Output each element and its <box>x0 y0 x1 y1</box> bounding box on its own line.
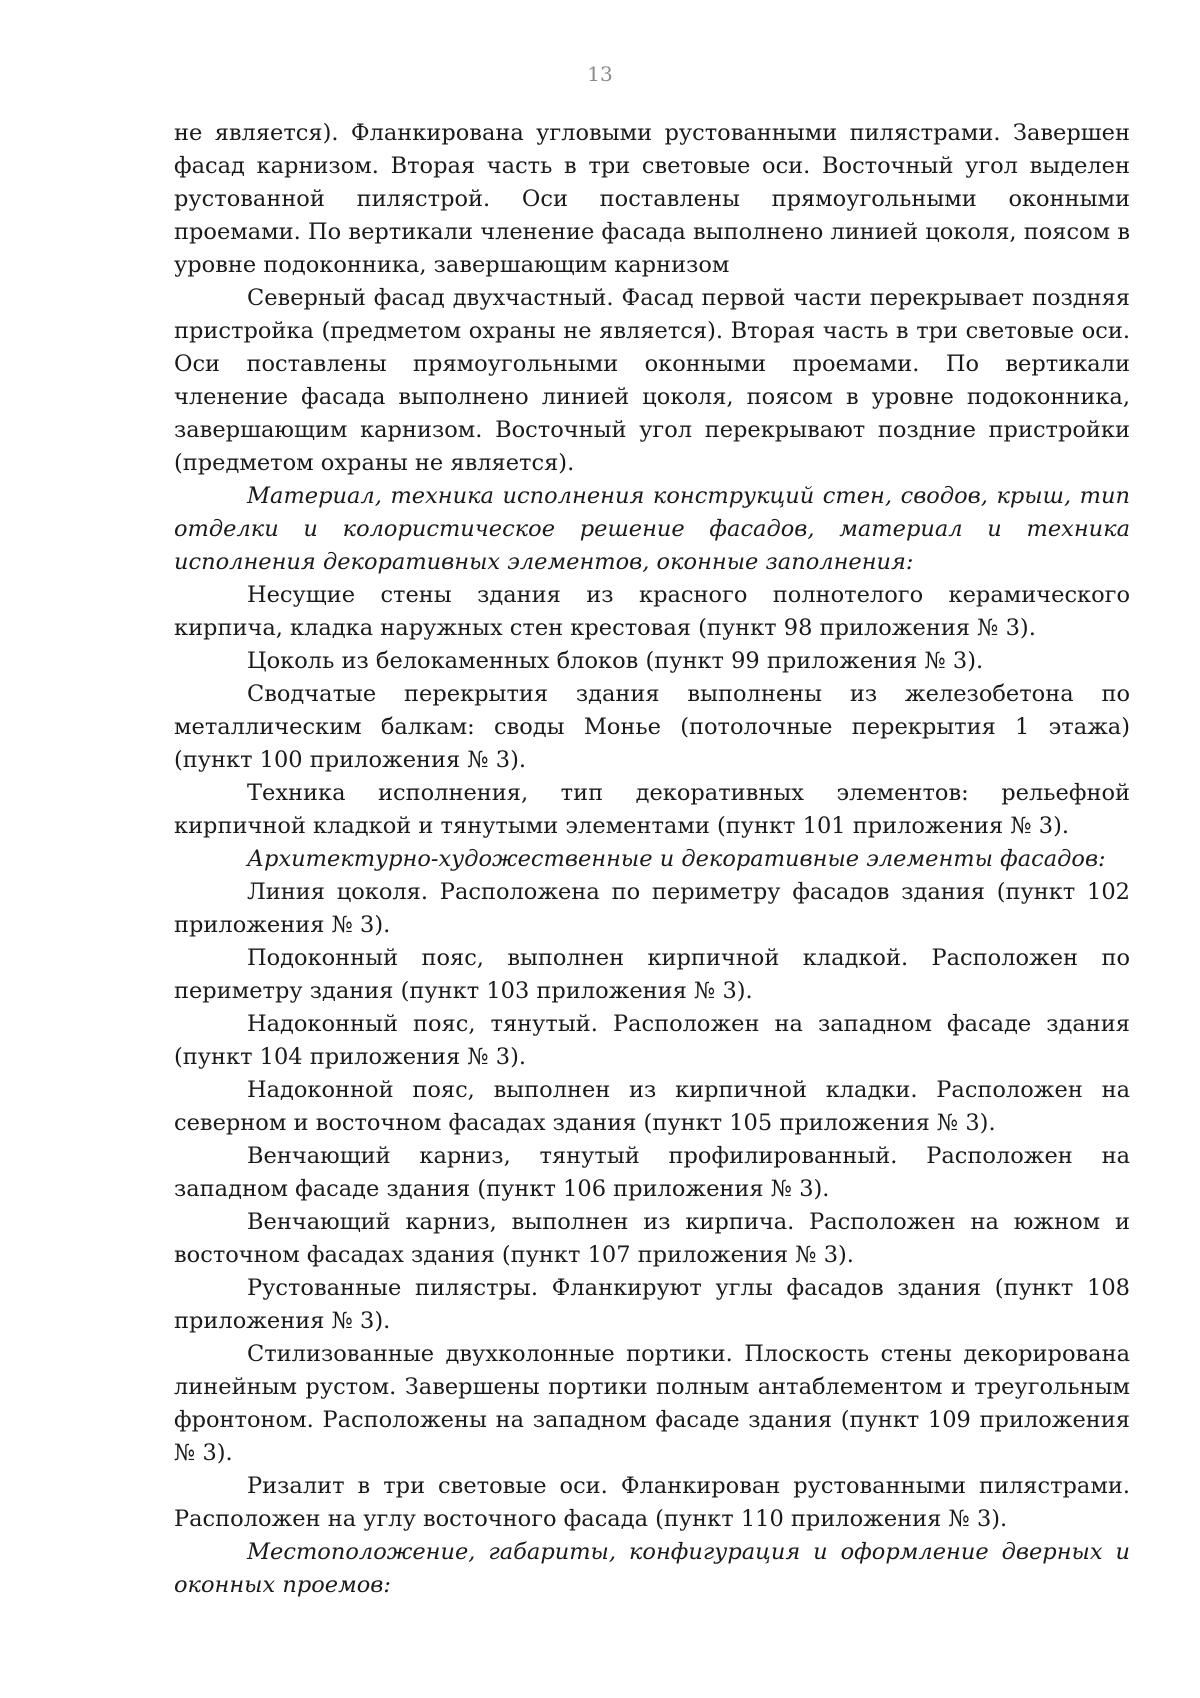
paragraph-risalit: Ризалит в три световые оси. Фланкирован рустованными пилястрами. Расположен на углу восточного фасада (пункт 110 приложения № 3). <box>174 1473 1130 1532</box>
paragraph-decor-technique: Техника исполнения, тип декоративных элементов: рельефной кирпичной кладкой и тянутыми элементами (пункт 101 приложения № 3). <box>174 780 1130 839</box>
paragraph-porticos: Стилизованные двухколонные портики. Плоскость стены декорирована линейным рустом. Завершены портики полным антаблементом и треугольным фронтоном. Расположены на западном фасаде здания (пункт 109 приложения № 3). <box>174 1341 1130 1466</box>
paragraph-over-window-belt-west: Надоконный пояс, тянутый. Расположен на западном фасаде здания (пункт 104 приложения № 3). <box>174 1011 1130 1070</box>
paragraph-cornice-south-east: Венчающий карниз, выполнен из кирпича. Расположен на южном и восточном фасадах здания (пункт 107 приложения № 3). <box>174 1209 1130 1268</box>
document-body <box>174 117 1130 1602</box>
paragraph-walls: Несущие стены здания из красного полнотелого керамического кирпича, кладка наружных стен крестовая (пункт 98 приложения № 3). <box>174 582 1130 641</box>
paragraph-west-facade-continuation: не является). Фланкирована угловыми рустованными пилястрами. Завершен фасад карнизом. Вторая часть в три световые оси. Восточный угол выделен рустованной пилястрой. Оси поставлены прямоугольными оконными проемами. По вертикали членение фасада выполнено линией цоколя, поясом в уровне подоконника, завершающим карнизом <box>174 120 1130 278</box>
paragraph-sill-belt: Подоконный пояс, выполнен кирпичной кладкой. Расположен по периметру здания (пункт 103 приложения № 3). <box>174 945 1130 1004</box>
section-heading-decorative-elements: Архитектурно-художественные и декоративные элементы фасадов: <box>247 846 1106 872</box>
paragraph-cornice-west: Венчающий карниз, тянутый профилированный. Расположен на западном фасаде здания (пункт 106 приложения № 3). <box>174 1143 1130 1202</box>
paragraph-plinth-line: Линия цоколя. Расположена по периметру фасадов здания (пункт 102 приложения № 3). <box>174 879 1130 938</box>
paragraph-plinth: Цоколь из белокаменных блоков (пункт 99 приложения № 3). <box>247 648 984 674</box>
section-heading-openings: Местоположение, габариты, конфигурация и оформление дверных и оконных проемов: <box>174 1539 1130 1598</box>
page-number: 13 <box>587 62 613 86</box>
paragraph-over-window-belt-north-east: Надоконной пояс, выполнен из кирпичной кладки. Расположен на северном и восточном фасадах здания (пункт 105 приложения № 3). <box>174 1077 1130 1136</box>
paragraph-rusticated-pilasters: Рустованные пилястры. Фланкируют углы фасадов здания (пункт 108 приложения № 3). <box>174 1275 1130 1334</box>
section-heading-materials: Материал, техника исполнения конструкций стен, сводов, крыш, тип отделки и колористическое решение фасадов, материал и техника исполнения декоративных элементов, оконные заполнения: <box>174 483 1130 575</box>
paragraph-vaults: Сводчатые перекрытия здания выполнены из железобетона по металлическим балкам: своды Монье (потолочные перекрытия 1 этажа) (пункт 100 приложения № 3). <box>174 681 1130 773</box>
paragraph-north-facade: Северный фасад двухчастный. Фасад первой части перекрывает поздняя пристройка (предметом охраны не является). Вторая часть в три световые оси. Оси поставлены прямоугольными оконными проемами. По вертикали членение фасада выполнено линией цоколя, поясом в уровне подоконника, завершающим карнизом. Восточный угол перекрывают поздние пристройки (предметом охраны не является). <box>174 285 1130 476</box>
